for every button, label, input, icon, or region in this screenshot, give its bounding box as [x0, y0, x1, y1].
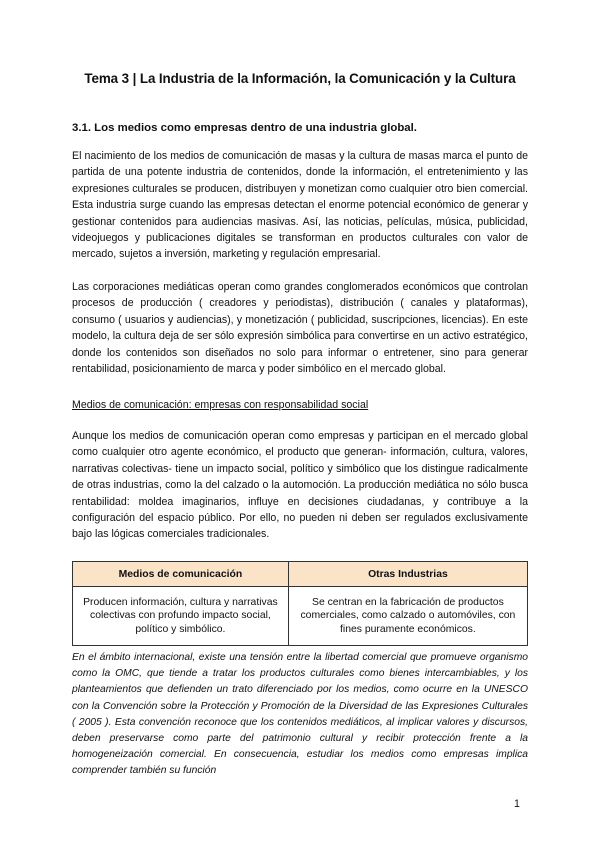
page-number: 1	[514, 798, 520, 810]
paragraph-1: El nacimiento de los medios de comunicación de masas y la cultura de masas marca el punto de partida de una potente industria de contenidos, donde la información, el entretenimiento y las expresiones culturales se producen, distribuyen y monetizan como cualquier otro bien comercial. Esta industria surge cuando las empresas detectan el enorme potencial económico de generar y gestionar contenidos para audiencias masivas. Así, las noticias, películas, música, publicidad, videojuegos y publicaciones digitales se transforman en productos culturales con valor de mercado, sujetos a inversión, marketing y regulación empresarial.	[72, 150, 528, 261]
table-cell-medios: Producen información, cultura y narrativas colectivas con profundo impacto social, político y simbólico.	[73, 587, 289, 646]
table-cell-otras: Se centran en la fabricación de productos comerciales, como calzado o automóviles, con fines puramente económicos.	[288, 587, 527, 646]
page-title: Tema 3 | La Industria de la Información, la Comunicación y la Cultura	[84, 71, 516, 86]
paragraph-3: Aunque los medios de comunicación operan como empresas y participan en el mercado global como cualquier otro agente económico, el producto que generan- información, cultura, valores, narrativas colectivas- tiene un impacto social, político y simbólico que los distingue radicalmente de otras industrias, como la del calzado o la automoción. La producción mediática no sólo busca rentabilidad: moldea imaginarios, influye en decisiones ciudadanas, y contribuye a la configuración del espacio público. Por ello, no pueden ni deben ser regulados exclusivamente bajo las lógicas comerciales tradicionales.	[72, 430, 528, 541]
table-header-otras: Otras Industrias	[288, 562, 527, 587]
table-header-row	[73, 562, 528, 587]
paragraph-4: En el ámbito internacional, existe una tensión entre la libertad comercial que promueve organismo como la OMC, que tiende a tratar los productos culturales como bienes intercambiables, y los planteamientos que defienden un trato diferenciado por los medios, como ocurre en la UNESCO con la Convención sobre la Protección y Promoción de la Diversidad de las Expresiones Culturales ( 2005 ). Esta convención reconoce que los contenidos mediáticos, al implicar valores y discursos, deben preservarse como parte del patrimonio cultural y recibir protección frente a la homogeneización comercial. En consecuencia, estudiar los medios como empresas implica comprender también su función	[72, 652, 528, 777]
section-heading: 3.1. Los medios como empresas dentro de una industria global.	[72, 122, 417, 134]
paragraph-2: Las corporaciones mediáticas operan como grandes conglomerados económicos que controlan procesos de producción ( creadores y periodistas), distribución ( canales y plataformas), consumo ( usuarios y audiencias), y monetización ( publicidad, suscripciones, licencias). En este modelo, la cultura deja de ser sólo expresión simbólica para convertirse en un activo estratégico, donde los contenidos son diseñados no solo para informar o entretener, sino para generar rentabilidad, posicionamiento de marca y poder simbólico en el mercado global.	[72, 281, 528, 376]
table-row	[73, 587, 528, 646]
subheading: Medios de comunicación: empresas con responsabilidad social	[72, 399, 369, 411]
comparison-table	[72, 561, 528, 646]
table-header-medios: Medios de comunicación	[73, 562, 289, 587]
